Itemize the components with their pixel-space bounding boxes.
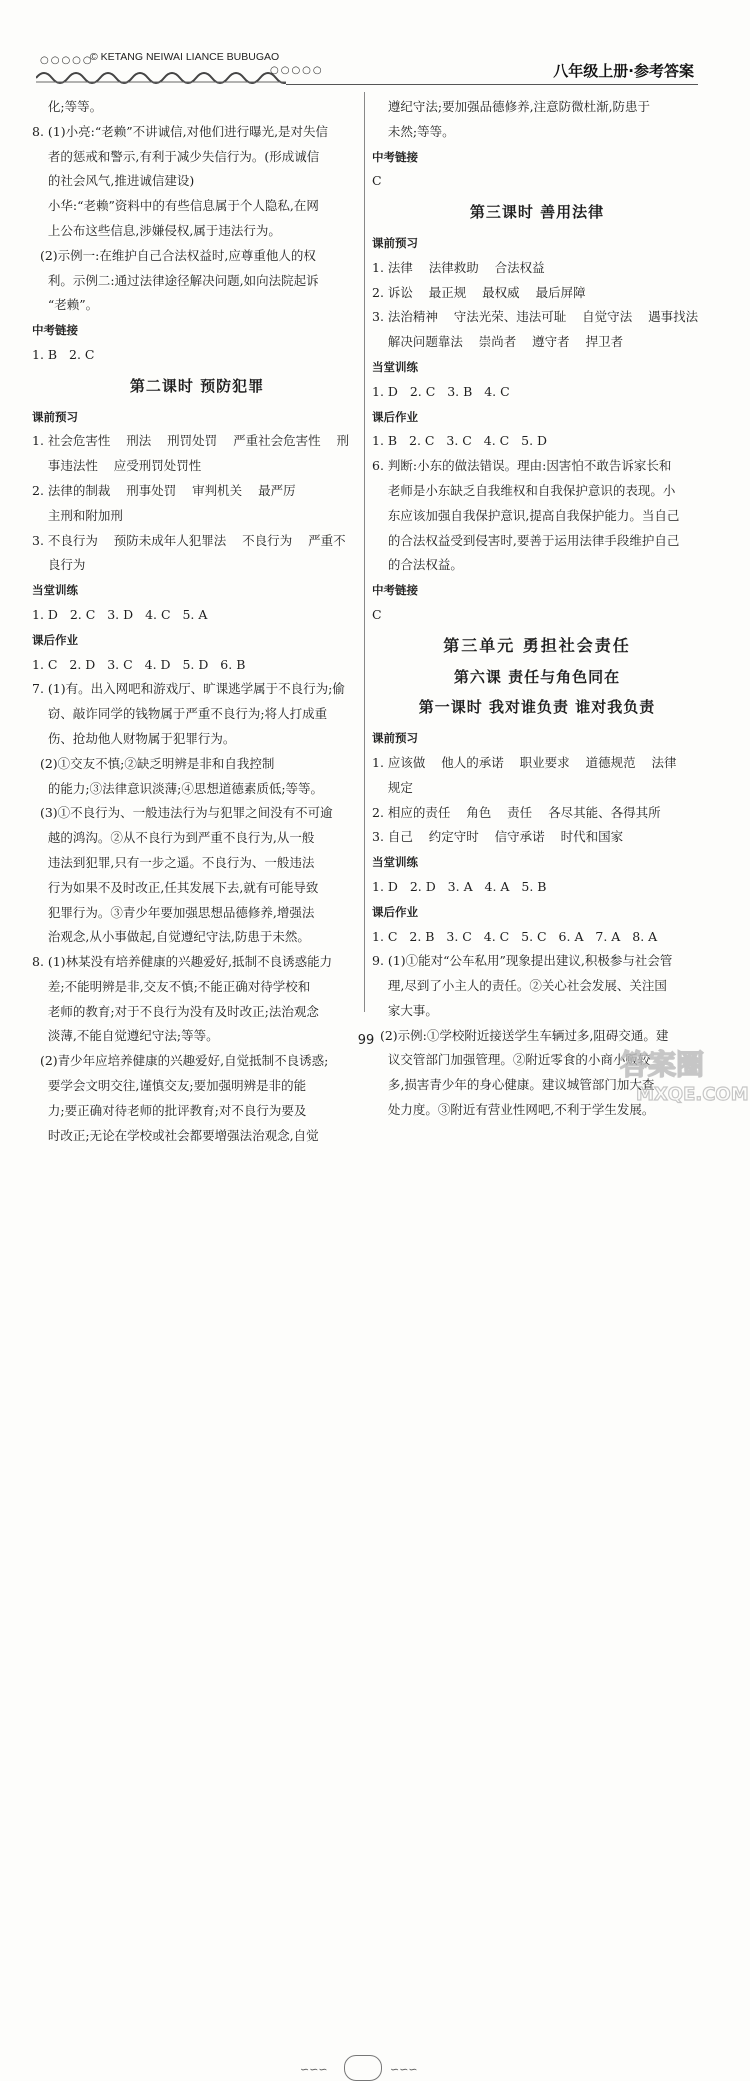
right-line: 9. (1)①能对“公车私用”现象提出建议,积极参与社会管 [372,953,673,969]
left-line: 1. B 2. C [32,346,95,362]
left-line: 7. (1)有。出入网吧和游戏厅、旷课逃学属于不良行为;偷 [32,681,345,697]
right-line: 老师是小东缺乏自我维权和自我保护意识的表现。小 [372,482,676,498]
left-line: 淡薄,不能自觉遵纪守法;等等。 [32,1028,219,1044]
left-line: 化;等等。 [32,99,103,114]
right-line: 2. 相应的责任 角色 责任 各尽其能、各得其所 [372,804,661,820]
right-line: C [372,173,382,189]
right-line: 1. C 2. B 3. C 4. C 5. C 6. A 7. A 8. A [372,928,658,944]
left-line: 主刑和附加刑 [32,507,123,523]
header-dots-left: ○○○○○ [40,55,94,66]
left-line: 事违法性 应受刑罚处罚性 [32,458,202,474]
right-line: 解决问题靠法 崇尚者 遵守者 捍卫者 [372,334,624,350]
right-line: 3. 自己 约定守时 信守承诺 时代和国家 [372,829,624,845]
svg-text:答案圈: 答案圈 [620,1048,705,1081]
right-line: 1. 法律 法律救助 合法权益 [372,259,545,275]
left-line: 1. C 2. D 3. C 4. D 5. D 6. B [32,656,246,672]
page-number: 99 [357,1033,375,1048]
left-line: 伤、抢劫他人财物属于犯罪行为。 [32,730,236,746]
right-line: 理,尽到了小主人的责任。②关心社会发展、关注国 [372,978,667,994]
left-line: 8. (1)小亮:“老赖”不讲诚信,对他们进行曝光,是对失信 [32,123,329,139]
right-line: 家大事。 [372,1002,438,1018]
left-line: (3)①不良行为、一般违法行为与犯罪之间没有不可逾 [32,805,333,821]
right-label: 中考链接 [372,149,418,164]
page-header [0,0,750,90]
right-line: 2. 诉讼 最正规 最权威 最后屏障 [372,284,586,300]
left-line: 1. 社会危害性 刑法 刑罚处罚 严重社会危害性 刑 [32,433,349,449]
left-line: 犯罪行为。③青少年要加强思想品德修养,增强法 [32,904,315,920]
left-line: 利。示例二:通过法律途径解决问题,如向法院起诉 [32,272,319,288]
right-label: 中考链接 [372,583,418,598]
right-heading: 第三课时 善用法律 [469,203,605,222]
left-line: 治观念,从小事做起,自觉遵纪守法,防患于未然。 [32,929,310,945]
right-heading: 第三单元 勇担社会责任 [443,635,631,655]
left-line: 小华:“老赖”资料中的有些信息属于个人隐私,在网 [32,198,319,214]
right-label: 课前预习 [372,731,418,746]
footer-ornament-right: ∽∽∽ [390,2063,418,2076]
left-line: 越的鸿沟。②从不良行为到严重不良行为,从一般 [32,830,315,846]
left-line: 要学会文明交往,谨慎交友;要加强明辨是非的能 [32,1078,307,1094]
left-line: 行为如果不及时改正,任其发展下去,就有可能导致 [32,879,319,895]
left-line: 窃、敲诈同学的钱物属于严重不良行为;将人打成重 [32,706,328,722]
page-number-frame [344,2055,382,2081]
right-line: 1. B 2. C 3. C 4. C 5. D [372,433,548,449]
right-line: 遵纪守法;要加强品德修养,注意防微杜渐,防患于 [372,99,651,114]
right-line: 东应该加强自我保护意识,提高自我保护能力。当自己 [372,507,680,523]
right-label: 课后作业 [372,409,418,424]
left-line: 差;不能明辨是非,交友不慎;不能正确对待学校和 [32,978,311,994]
left-line: 的能力;③法律意识淡薄;④思想道德素质低;等等。 [32,780,324,796]
right-line: 3. 法治精神 守法光荣、违法可耻 自觉守法 遇事找法 [372,309,699,325]
right-line: 处力度。③附近有营业性网吧,不利于学生发展。 [372,1102,655,1118]
watermark-logo [600,1040,750,1108]
right-line: 议交管部门加强管理。②附近零食的小商小贩较 [372,1052,651,1068]
right-label: 课前预习 [372,235,418,250]
left-label: 课前预习 [32,409,78,424]
right-line: 1. 应该做 他人的承诺 职业要求 道德规范 法律 [372,754,677,770]
left-line: “老赖”。 [32,297,99,313]
left-line: 8. (1)林某没有培养健康的兴趣爱好,抵制不良诱惑能力 [32,954,333,970]
header-dots-right: ○○○○○ [270,65,324,76]
header-brand: © KETANG NEIWAI LIANCE BUBUGAO [90,51,280,63]
left-line: 2. 法律的制裁 刑事处罚 审判机关 最严厉 [32,482,296,498]
right-line: 1. D 2. D 3. A 4. A 5. B [372,878,547,894]
left-label: 课后作业 [32,632,78,647]
svg-text:MXQE.COM: MXQE.COM [636,1084,749,1105]
right-line: 规定 [372,779,413,795]
left-line: 老师的教育;对于不良行为没有及时改正;法治观念 [32,1003,319,1019]
right-line: 未然;等等。 [372,123,455,139]
left-label: 中考链接 [32,323,78,338]
right-label: 当堂训练 [372,359,418,374]
right-label: 当堂训练 [372,855,418,870]
header-wave-ornament [36,66,286,86]
header-title: 八年级上册·参考答案 [553,62,694,80]
footer-ornament-left: ∽∽∽ [300,2063,328,2076]
right-line: 的合法权益受到侵害时,要善于运用法律手段维护自己 [372,532,680,548]
left-column [32,95,362,1148]
left-line: 的社会风气,推进诚信建设) [32,173,195,189]
right-label: 课后作业 [372,904,418,919]
right-line: 的合法权益。 [372,557,463,573]
left-heading: 第二课时 预防犯罪 [129,376,265,395]
header-rule [286,84,698,85]
right-line: 1. D 2. C 3. B 4. C [372,383,510,399]
left-line: 良行为 [32,557,86,573]
left-line: 违法到犯罪,只有一步之遥。不良行为、一般违法 [32,854,315,870]
left-line: 时改正;无论在学校或社会都要增强法治观念,自觉 [32,1127,319,1143]
left-line: 3. 不良行为 预防未成年人犯罪法 不良行为 严重不 [32,532,346,548]
left-line: (2)①交友不慎;②缺乏明辨是非和自我控制 [32,755,275,771]
left-line: 上公布这些信息,涉嫌侵权,属于违法行为。 [32,222,281,238]
left-line: (2)示例一:在维护自己合法权益时,应尊重他人的权 [32,247,316,263]
right-heading: 第一课时 我对谁负责 谁对我负责 [418,698,656,717]
left-line: 力;要正确对待老师的批评教育;对不良行为要及 [32,1102,307,1118]
left-line: 1. D 2. C 3. D 4. C 5. A [32,606,208,622]
right-line: 多,损害青少年的身心健康。建议城管部门加大查 [372,1077,655,1093]
right-column [372,95,705,1123]
left-label: 当堂训练 [32,583,78,598]
left-line: (2)青少年应培养健康的兴趣爱好,自觉抵制不良诱惑; [32,1053,329,1069]
right-line: 6. 判断:小东的做法错误。理由:因害怕不敢告诉家长和 [372,458,672,474]
right-line: (2)示例:①学校附近接送学生车辆过多,阻碍交通。建 [372,1027,669,1043]
column-divider [364,92,365,1012]
right-heading: 第六课 责任与角色同在 [453,667,621,686]
right-line: C [372,606,382,622]
left-line: 者的惩戒和警示,有利于减少失信行为。(形成诚信 [32,148,320,164]
